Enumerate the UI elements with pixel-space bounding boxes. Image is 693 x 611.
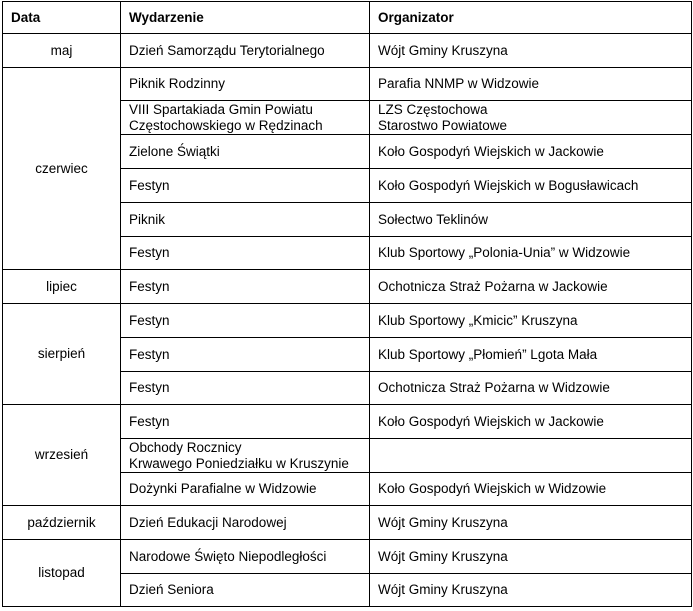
event-cell: Festyn xyxy=(121,338,370,372)
organizer-cell: Koło Gospodyń Wiejskich w Jackowie xyxy=(370,405,692,439)
organizer-cell: Klub Sportowy „Płomień” Lgota Mała xyxy=(370,338,692,372)
table-row xyxy=(3,506,692,540)
organizer-cell: Wójt Gminy Kruszyna xyxy=(370,506,692,540)
event-cell: Festyn xyxy=(121,372,370,405)
event-cell: Dzień Seniora xyxy=(121,574,370,607)
event-cell: Festyn xyxy=(121,237,370,270)
month-cell: październik xyxy=(3,506,121,540)
organizer-cell: Wójt Gminy Kruszyna xyxy=(370,540,692,574)
event-cell: Obchody Rocznicy Krwawego Poniedziałku w Kruszynie xyxy=(121,439,370,473)
event-cell: Festyn xyxy=(121,270,370,304)
event-cell: Dzień Samorządu Terytorialnego xyxy=(121,34,370,68)
table-row xyxy=(3,540,692,574)
event-cell: Dzień Edukacji Narodowej xyxy=(121,506,370,540)
table-row xyxy=(3,304,692,338)
event-cell: Festyn xyxy=(121,405,370,439)
organizer-cell: Sołectwo Teklinów xyxy=(370,203,692,237)
event-cell: VIII Spartakiada Gmin Powiatu Częstochowskiego w Rędzinach xyxy=(121,101,370,135)
organizer-cell xyxy=(370,439,692,473)
month-cell: sierpień xyxy=(3,304,121,405)
month-cell: maj xyxy=(3,34,121,68)
table-row xyxy=(3,68,692,101)
event-cell: Piknik Rodzinny xyxy=(121,68,370,101)
event-cell: Festyn xyxy=(121,169,370,203)
table-row xyxy=(3,405,692,439)
header-event: Wydarzenie xyxy=(121,2,370,34)
table-row xyxy=(3,270,692,304)
organizer-cell: Ochotnicza Straż Pożarna w Widzowie xyxy=(370,372,692,405)
organizer-cell: Koło Gospodyń Wiejskich w Jackowie xyxy=(370,135,692,169)
month-cell: wrzesień xyxy=(3,405,121,506)
organizer-cell: Klub Sportowy „Polonia-Unia” w Widzowie xyxy=(370,237,692,270)
month-cell: listopad xyxy=(3,540,121,607)
event-cell: Festyn xyxy=(121,304,370,338)
event-cell: Zielone Świątki xyxy=(121,135,370,169)
organizer-cell: Koło Gospodyń Wiejskich w Widzowie xyxy=(370,473,692,506)
organizer-cell: LZS Częstochowa Starostwo Powiatowe xyxy=(370,101,692,135)
events-table xyxy=(2,1,692,607)
organizer-cell: Parafia NNMP w Widzowie xyxy=(370,68,692,101)
organizer-cell: Wójt Gminy Kruszyna xyxy=(370,34,692,68)
organizer-cell: Klub Sportowy „Kmicic” Kruszyna xyxy=(370,304,692,338)
header-date: Data xyxy=(3,2,121,34)
organizer-cell: Koło Gospodyń Wiejskich w Bogusławicach xyxy=(370,169,692,203)
month-cell: lipiec xyxy=(3,270,121,304)
month-cell: czerwiec xyxy=(3,68,121,270)
organizer-cell: Wójt Gminy Kruszyna xyxy=(370,574,692,607)
header-organizer: Organizator xyxy=(370,2,692,34)
event-cell: Dożynki Parafialne w Widzowie xyxy=(121,473,370,506)
table-row xyxy=(3,34,692,68)
event-cell: Narodowe Święto Niepodległości xyxy=(121,540,370,574)
organizer-cell: Ochotnicza Straż Pożarna w Jackowie xyxy=(370,270,692,304)
event-cell: Piknik xyxy=(121,203,370,237)
header-row xyxy=(3,2,692,34)
